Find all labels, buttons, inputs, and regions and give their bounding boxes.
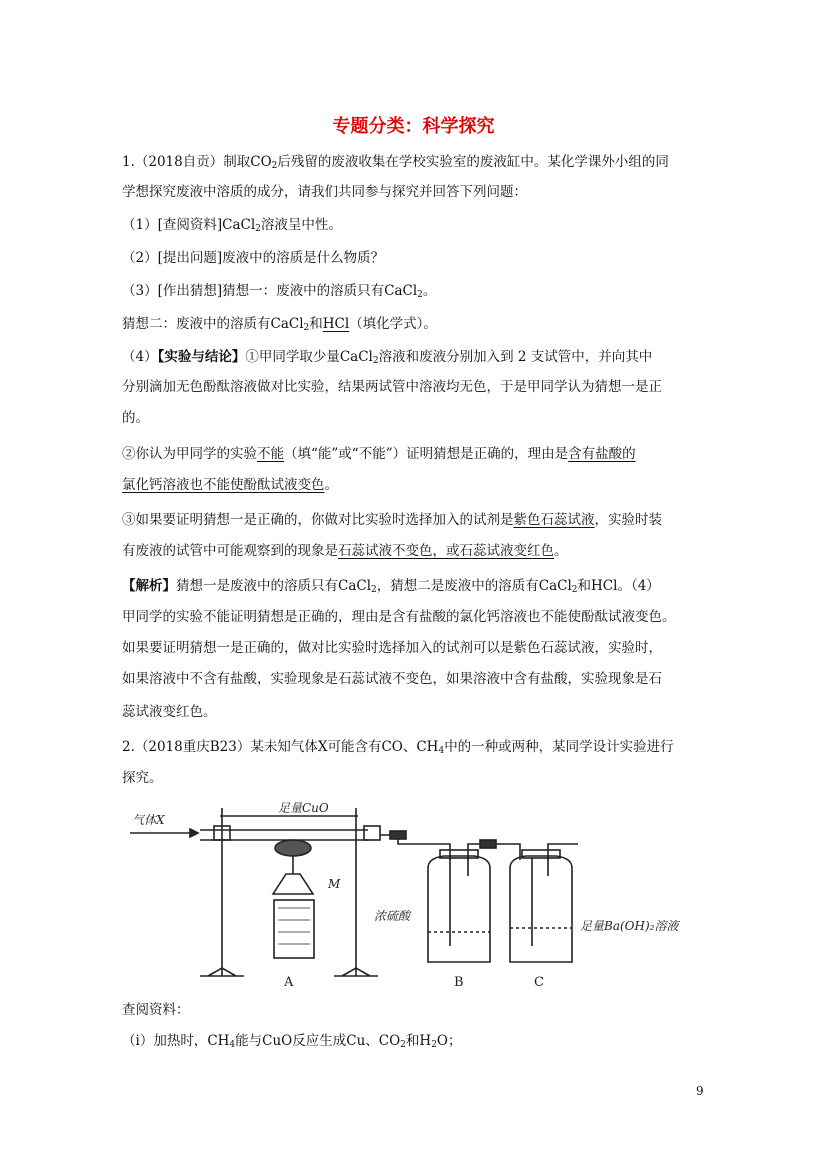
q1-part-2-line-1: ②你认为甲同学的实验不能（填“能”或“不能”）证明猜想是正确的，理由是含有盐酸的 xyxy=(122,446,636,462)
analysis-line-4: 如果溶液中不含有盐酸，实验现象是石蕊试液不变色，如果溶液中含有盐酸，实验现象是石 xyxy=(122,671,662,687)
connector-1 xyxy=(390,831,406,839)
reference-item-1: （ⅰ）加热时，$CH_4$能与CuO反应生成Cu、$CO_2$和$H_2O$； xyxy=(122,1033,462,1050)
answer-cannot: 不能 xyxy=(257,446,284,462)
label-a: A xyxy=(284,975,294,990)
q1-step-1: （1）[查阅资料]CaCl$_2$溶液呈中性。 xyxy=(122,217,342,234)
q1-step-3: （3）[作出猜想]猜想一：废液中的溶质只有CaCl$_2$。 xyxy=(122,283,437,300)
m-label: M xyxy=(328,877,341,891)
page-title: 专题分类：科学探究 xyxy=(332,116,495,137)
q1-step-4-line-1: （4）【实验与结论】①甲同学取少量CaCl$_2$溶液和废液分别加入到 2 支试管中，并向其中 xyxy=(122,349,653,366)
baoh-label: 足量Ba(OH)₂溶液 xyxy=(580,919,679,933)
cuo-label: 足量CuO xyxy=(278,801,329,815)
analysis-line-5: 蕊试液变红色。 xyxy=(122,704,217,720)
gas-x-label: 气体X xyxy=(132,813,165,827)
q1-step-2: （2）[提出问题]废液中的溶质是什么物质？ xyxy=(122,250,385,266)
q1-part-3-line-1: ③如果要证明猜想一是正确的，你做对比实验时选择加入的试剂是紫色石蕊试液，实验时装 xyxy=(122,512,662,528)
q1-part-3-line-2: 有废液的试管中可能观察到的现象是石蕊试液不变色，或石蕊试液变红色。 xyxy=(122,543,568,559)
answer-reason-part-2: 氯化钙溶液也不能使酚酞试液变色 xyxy=(122,477,325,493)
answer-reason-part-1: 含有盐酸的 xyxy=(568,446,636,462)
q1-guess-2: 猜想二：废液中的溶质有CaCl$_2$和HCl（填化学式）。 xyxy=(122,316,437,333)
clamp-right xyxy=(364,826,380,840)
answer-phenomenon: 石蕊试液不变色，或石蕊试液变红色 xyxy=(338,543,554,559)
analysis-line-3: 如果要证明猜想一是正确的，做对比实验时选择加入的试剂可以是紫色石蕊试液，实验时， xyxy=(122,640,662,656)
q1-step-4-line-3: 的。 xyxy=(122,410,149,426)
q1-line-2: 学想探究废液中溶质的成分，请我们共同参与探究并回答下列问题： xyxy=(122,184,527,200)
wood-block xyxy=(274,900,314,958)
arrow-head xyxy=(190,829,198,837)
burner-m xyxy=(273,874,313,894)
page-number: 9 xyxy=(696,1084,704,1098)
q2-line-1: 2.（2018重庆B23）某未知气体X可能含有CO、$CH_4$中的一种或两种，某同学设计实验进行 xyxy=(122,739,674,756)
q1-part-2-line-2: 氯化钙溶液也不能使酚酞试液变色。 xyxy=(122,477,338,493)
analysis-line-2: 甲同学的实验不能证明猜想是正确的，理由是含有盐酸的氯化钙溶液也不能使酚酞试液变色。 xyxy=(122,609,676,625)
reference-title: 查阅资料： xyxy=(122,1002,190,1018)
bottle-b xyxy=(428,856,490,962)
label-c: C xyxy=(534,975,544,990)
cuo-sample xyxy=(275,840,311,856)
answer-reagent: 紫色石蕊试液 xyxy=(513,512,595,528)
q1-step-4-line-2: 分别滴加无色酚酞溶液做对比实验，结果两试管中溶液均无色，于是甲同学认为猜想一是正 xyxy=(122,379,662,395)
apparatus-figure xyxy=(128,796,713,992)
acid-label: 浓硫酸 xyxy=(374,909,411,923)
answer-hcl: HCl xyxy=(322,316,350,332)
q1-line-1: 1.（2018自贡）制取$CO_2$后残留的废液收集在学校实验室的废液缸中。某化学课外小组的同 xyxy=(122,154,669,171)
connector-2 xyxy=(480,840,496,848)
analysis-line-1: 【解析】猜想一是废液中的溶质只有CaCl$_2$，猜想二是废液中的溶质有CaCl$_2$和HCl。（4） xyxy=(122,578,660,595)
q2-line-2: 探究。 xyxy=(122,770,163,786)
bottle-c xyxy=(510,856,572,962)
label-b: B xyxy=(454,975,464,990)
